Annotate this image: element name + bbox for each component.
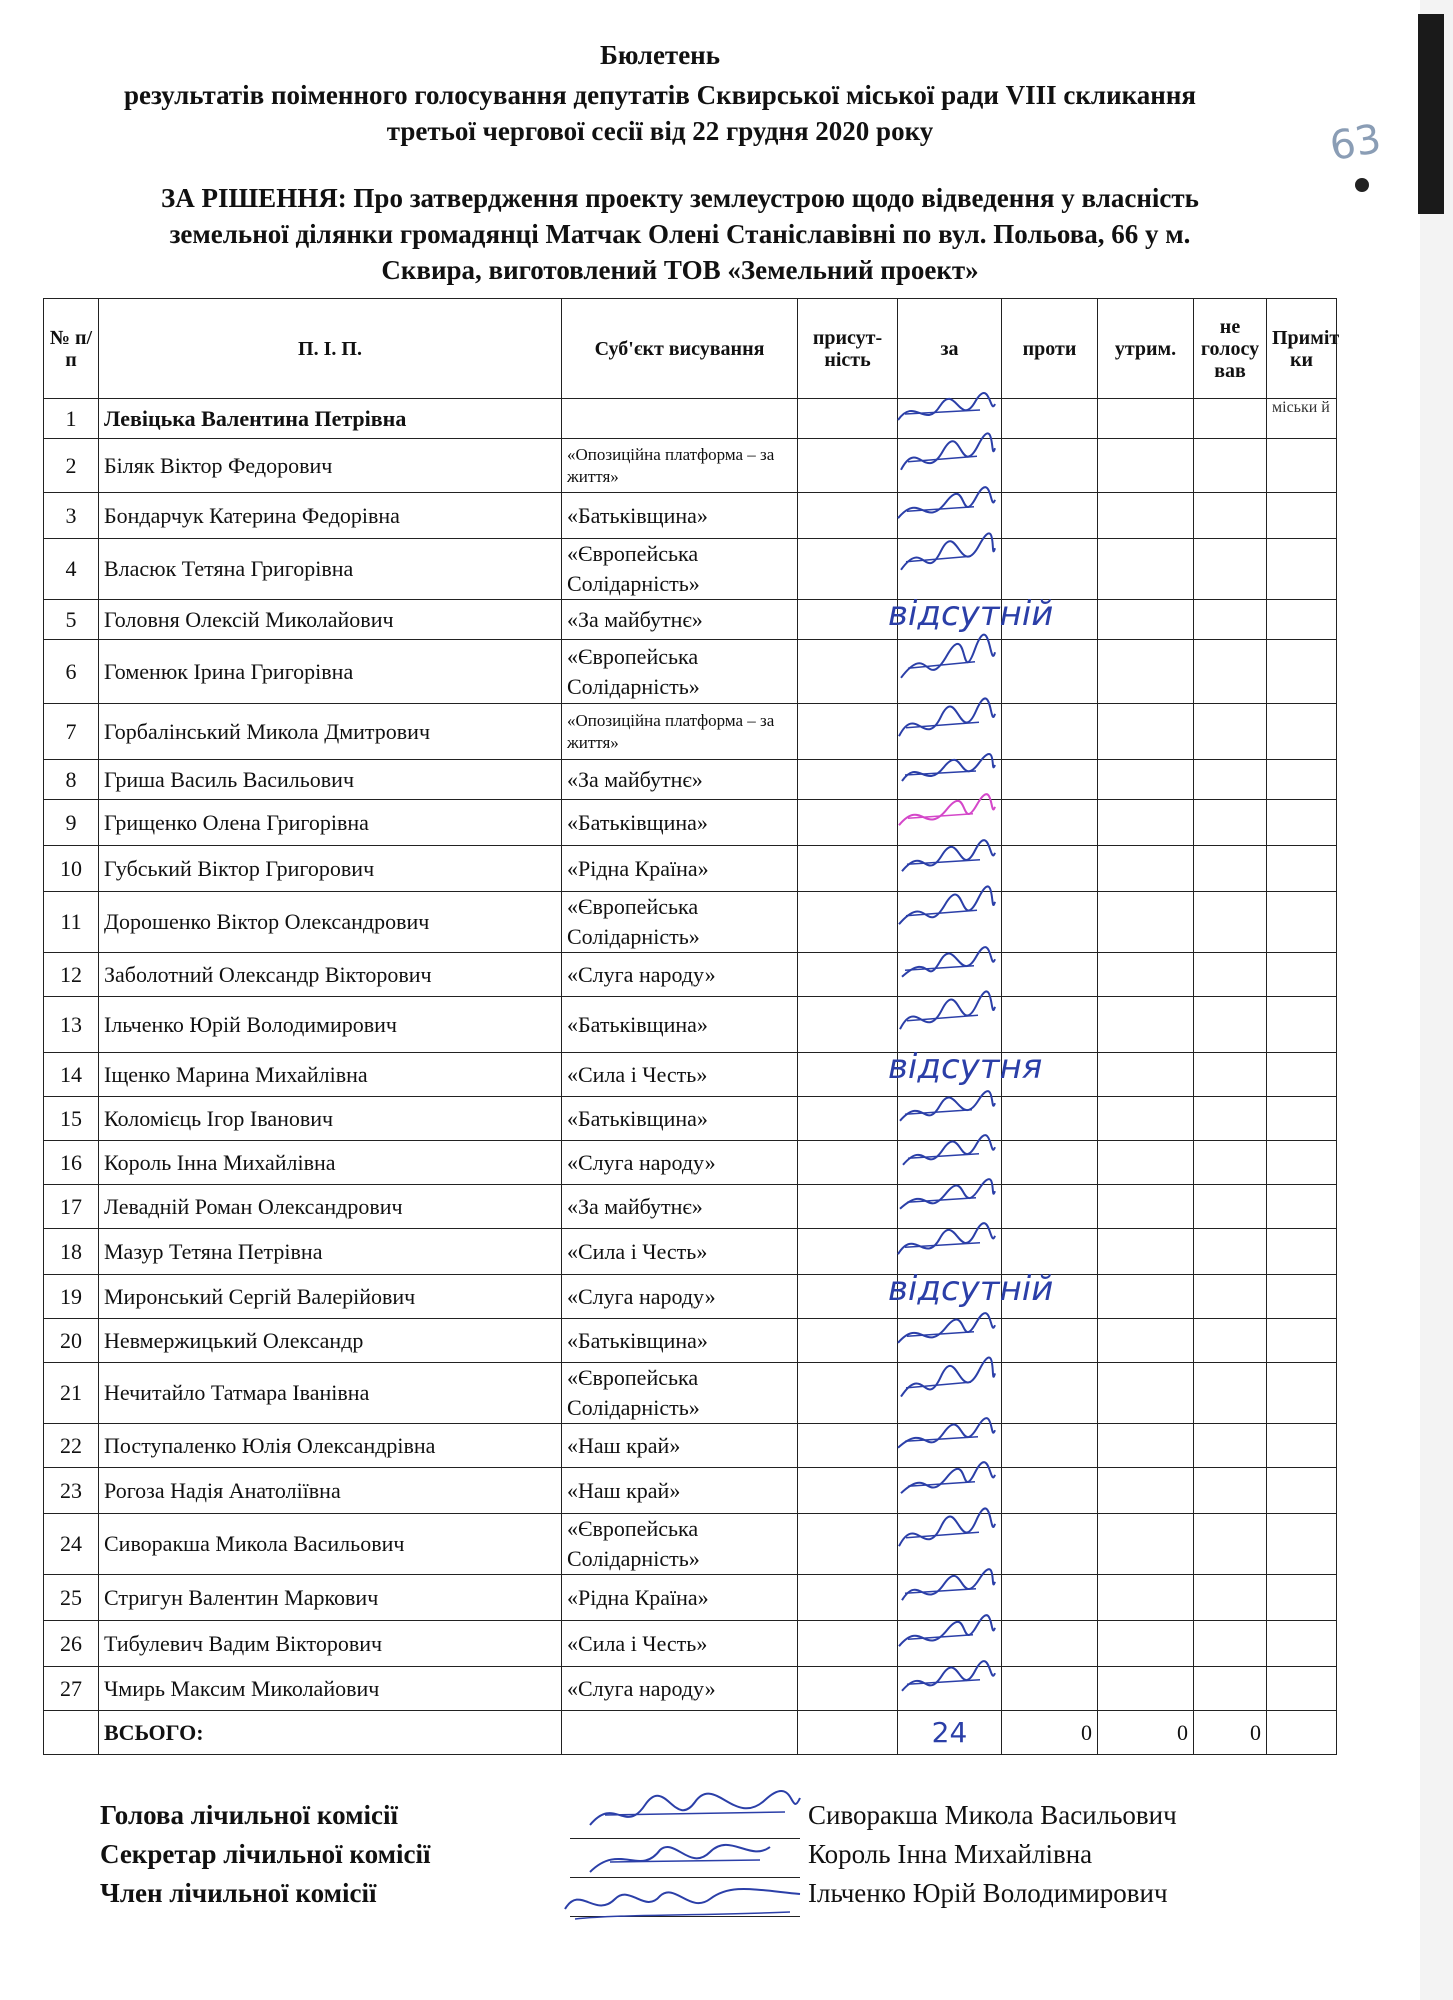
cell-against [1002, 1229, 1098, 1275]
table-row [44, 1667, 1337, 1711]
row-number: 11 [44, 892, 99, 953]
cell-present [798, 1468, 898, 1514]
row-number: 18 [44, 1229, 99, 1275]
row-number: 1 [44, 399, 99, 439]
deputy-signature [890, 1507, 1000, 1577]
deputy-party [562, 399, 798, 439]
cell-novote [1194, 600, 1267, 640]
cell-for [898, 640, 1002, 704]
cell-abstain [1098, 439, 1194, 493]
row-number: 9 [44, 800, 99, 846]
cell-present [798, 1097, 898, 1141]
cell-abstain [1098, 704, 1194, 760]
deputy-party: «Слуга народу» [562, 1667, 798, 1711]
commission-chair-name: Сиворакша Микола Васильович [808, 1800, 1177, 1830]
cell-notes [1267, 1141, 1337, 1185]
cell-for [898, 1363, 1002, 1424]
cell-against [1002, 846, 1098, 892]
cell-novote [1194, 760, 1267, 800]
cell-present [798, 1363, 898, 1424]
cell-notes [1267, 439, 1337, 493]
cell-against [1002, 1424, 1098, 1468]
deputy-party: «Сила і Честь» [562, 1621, 798, 1667]
cell-abstain [1098, 1621, 1194, 1667]
cell-against [1002, 1097, 1098, 1141]
cell-abstain [1098, 846, 1194, 892]
row-number: 10 [44, 846, 99, 892]
document-subtitle-line1: результатів поіменного голосування депутатів Сквирської міської ради VIII скликання [123, 80, 1197, 110]
cell-against [1002, 1514, 1098, 1575]
cell-present [798, 953, 898, 997]
deputy-party: «Опозиційна платформа – за життя» [562, 704, 798, 760]
table-row [44, 493, 1337, 539]
row-number: 15 [44, 1097, 99, 1141]
cell-present [798, 997, 898, 1053]
cell-present [798, 439, 898, 493]
cell-notes [1267, 539, 1337, 600]
col-header-for: за [898, 299, 1002, 399]
row-number: 19 [44, 1275, 99, 1319]
row-number: 21 [44, 1363, 99, 1424]
commission-member-name: Ільченко Юрій Володимирович [808, 1878, 1168, 1908]
cell-notes [1267, 997, 1337, 1053]
cell-against [1002, 399, 1098, 439]
deputy-party: «Сила і Честь» [562, 1229, 798, 1275]
cell-against [1002, 493, 1098, 539]
cell-present [798, 1575, 898, 1621]
total-against: 0 [1002, 1711, 1098, 1755]
cell-novote [1194, 1319, 1267, 1363]
table-row [44, 1097, 1337, 1141]
table-row [44, 1141, 1337, 1185]
cell-novote [1194, 1141, 1267, 1185]
cell-novote [1194, 1575, 1267, 1621]
deputy-party: «Рідна Країна» [562, 846, 798, 892]
deputy-party: «Батьківщина» [562, 493, 798, 539]
cell-notes [1267, 800, 1337, 846]
row-number: 6 [44, 640, 99, 704]
cell-abstain [1098, 953, 1194, 997]
deputy-name: Стригун Валентин Маркович [99, 1575, 562, 1621]
table-header-row [44, 299, 1337, 399]
cell-abstain [1098, 1185, 1194, 1229]
cell-against [1002, 1575, 1098, 1621]
cell-notes [1267, 493, 1337, 539]
deputy-name: Тибулевич Вадим Вікторович [99, 1621, 562, 1667]
deputy-party: «Рідна Країна» [562, 1575, 798, 1621]
total-present [798, 1711, 898, 1755]
decision-line1: ЗА РІШЕННЯ: Про затвердження проекту землеустрою щодо відведення у власність [161, 183, 1199, 213]
page-number-handwritten: 63 [1326, 115, 1385, 171]
cell-present [798, 1514, 898, 1575]
cell-against [1002, 1185, 1098, 1229]
cell-novote [1194, 846, 1267, 892]
cell-novote [1194, 539, 1267, 600]
cell-for [898, 892, 1002, 953]
deputy-name: Заболотний Олександр Вікторович [99, 953, 562, 997]
deputy-name: Невмержицький Олександр [99, 1319, 562, 1363]
deputy-signature [890, 885, 1000, 955]
deputy-name: Біляк Віктор Федорович [99, 439, 562, 493]
cell-abstain [1098, 399, 1194, 439]
row-number: 2 [44, 439, 99, 493]
deputy-name: Нечитайло Татмара Іванівна [99, 1363, 562, 1424]
cell-abstain [1098, 600, 1194, 640]
deputy-party: «Сила і Честь» [562, 1053, 798, 1097]
cell-notes [1267, 1229, 1337, 1275]
row-number: 27 [44, 1667, 99, 1711]
scan-edge-mark [1418, 14, 1444, 214]
table-row [44, 640, 1337, 704]
table-row [44, 1621, 1337, 1667]
row-number: 4 [44, 539, 99, 600]
cell-novote [1194, 1514, 1267, 1575]
cell-against [1002, 1363, 1098, 1424]
deputy-name: Бондарчук Катерина Федорівна [99, 493, 562, 539]
cell-present [798, 846, 898, 892]
decision-line3: Сквира, виготовлений ТОВ «Земельний проект» [381, 255, 979, 285]
cell-present [798, 760, 898, 800]
cell-present [798, 399, 898, 439]
table-row [44, 1275, 1337, 1319]
table-row [44, 953, 1337, 997]
cell-notes [1267, 1514, 1337, 1575]
cell-present [798, 539, 898, 600]
cell-present [798, 1185, 898, 1229]
cell-notes [1267, 1468, 1337, 1514]
deputy-party: «Батьківщина» [562, 1319, 798, 1363]
cell-against [1002, 704, 1098, 760]
total-for: 24 [898, 1711, 1002, 1755]
cell-present [798, 892, 898, 953]
cell-against [1002, 539, 1098, 600]
total-label: ВСЬОГО: [99, 1711, 562, 1755]
deputy-name: Левіцька Валентина Петрівна [99, 399, 562, 439]
cell-against [1002, 892, 1098, 953]
cell-novote [1194, 493, 1267, 539]
deputy-party: «Наш край» [562, 1468, 798, 1514]
col-header-abstain: утрим. [1098, 299, 1194, 399]
row-number: 14 [44, 1053, 99, 1097]
deputy-name: Грищенко Олена Григорівна [99, 800, 562, 846]
cell-abstain [1098, 800, 1194, 846]
col-header-notes: Приміт ки [1267, 299, 1337, 399]
row-number: 5 [44, 600, 99, 640]
cell-against [1002, 1319, 1098, 1363]
deputy-name: Власюк Тетяна Григорівна [99, 539, 562, 600]
cell-abstain [1098, 1363, 1194, 1424]
table-row [44, 800, 1337, 846]
cell-present [798, 1621, 898, 1667]
deputy-party: «Батьківщина» [562, 1097, 798, 1141]
cell-for [898, 1229, 1002, 1275]
deputy-party: «Європейська Солідарність» [562, 1363, 798, 1424]
deputy-name: Коломієць Ігор Іванович [99, 1097, 562, 1141]
deputy-name: Чмирь Максим Миколайович [99, 1667, 562, 1711]
document-title: Бюлетень [599, 40, 721, 70]
cell-for [898, 539, 1002, 600]
row-number: 16 [44, 1141, 99, 1185]
cell-abstain [1098, 1229, 1194, 1275]
deputy-name: Король Інна Михайлівна [99, 1141, 562, 1185]
col-header-present: присут-ність [798, 299, 898, 399]
cell-notes [1267, 704, 1337, 760]
cell-novote [1194, 704, 1267, 760]
cell-novote [1194, 640, 1267, 704]
cell-for [898, 997, 1002, 1053]
cell-abstain [1098, 1514, 1194, 1575]
cell-novote [1194, 953, 1267, 997]
table-row [44, 1185, 1337, 1229]
cell-novote [1194, 1229, 1267, 1275]
commission-secretary-name: Король Інна Михайлівна [808, 1839, 1093, 1869]
deputy-party: «Європейська Солідарність» [562, 539, 798, 600]
col-header-num: № п/п [44, 299, 99, 399]
cell-against [1002, 1667, 1098, 1711]
cell-present [798, 493, 898, 539]
cell-novote [1194, 399, 1267, 439]
cell-abstain [1098, 539, 1194, 600]
cell-notes [1267, 1275, 1337, 1319]
cell-present [798, 1141, 898, 1185]
handwritten-absent-note: відсутній [888, 1269, 1054, 1309]
cell-present [798, 1275, 898, 1319]
table-row [44, 1363, 1337, 1424]
cell-notes [1267, 846, 1337, 892]
handwritten-absent-note: відсутня [888, 1047, 1043, 1087]
total-novote: 0 [1194, 1711, 1267, 1755]
deputy-party: «Опозиційна платформа – за життя» [562, 439, 798, 493]
deputy-party: «Наш край» [562, 1424, 798, 1468]
voting-table [43, 298, 1340, 1755]
deputy-party: «Європейська Солідарність» [562, 1514, 798, 1575]
cell-present [798, 704, 898, 760]
cell-present [798, 1424, 898, 1468]
deputy-party: «За майбутнє» [562, 600, 798, 640]
table-row [44, 439, 1337, 493]
cell-against [1002, 1141, 1098, 1185]
row-number: 23 [44, 1468, 99, 1514]
cell-novote [1194, 892, 1267, 953]
deputy-name: Іщенко Марина Михайлівна [99, 1053, 562, 1097]
cell-novote [1194, 1097, 1267, 1141]
cell-abstain [1098, 1319, 1194, 1363]
cell-notes [1267, 1424, 1337, 1468]
cell-novote [1194, 1363, 1267, 1424]
cell-novote [1194, 1053, 1267, 1097]
cell-novote [1194, 1468, 1267, 1514]
deputy-name: Мазур Тетяна Петрівна [99, 1229, 562, 1275]
cell-abstain [1098, 493, 1194, 539]
deputy-party: «За майбутнє» [562, 760, 798, 800]
cell-novote [1194, 1275, 1267, 1319]
row-number: 22 [44, 1424, 99, 1468]
deputy-party: «Батьківщина» [562, 997, 798, 1053]
row-number: 7 [44, 704, 99, 760]
table-row [44, 760, 1337, 800]
decision-line2: земельної ділянки громадянці Матчак Олені Станіславівні по вул. Польова, 66 у м. [169, 219, 1191, 249]
cell-abstain [1098, 1667, 1194, 1711]
table-row [44, 399, 1337, 439]
cell-abstain [1098, 640, 1194, 704]
deputy-name: Горбалінський Микола Дмитрович [99, 704, 562, 760]
cell-novote [1194, 439, 1267, 493]
col-header-against: проти [1002, 299, 1098, 399]
cell-notes [1267, 1185, 1337, 1229]
cell-present [798, 1319, 898, 1363]
cell-against [1002, 439, 1098, 493]
table-row [44, 1053, 1337, 1097]
col-header-name: П. І. П. [99, 299, 562, 399]
decision-text [60, 180, 1300, 288]
deputy-name: Сиворакша Микола Васильович [99, 1514, 562, 1575]
cell-for [898, 704, 1002, 760]
row-number: 8 [44, 760, 99, 800]
cell-abstain [1098, 1424, 1194, 1468]
table-row [44, 1229, 1337, 1275]
deputy-name: Дорошенко Віктор Олександрович [99, 892, 562, 953]
cell-notes [1267, 953, 1337, 997]
cell-novote [1194, 997, 1267, 1053]
commission-chair-label: Голова лічильної комісії [100, 1800, 398, 1830]
cell-present [798, 600, 898, 640]
cell-notes [1267, 760, 1337, 800]
cell-abstain [1098, 1053, 1194, 1097]
cell-notes [1267, 640, 1337, 704]
deputy-name: Головня Олексій Миколайович [99, 600, 562, 640]
table-row [44, 846, 1337, 892]
cell-notes [1267, 600, 1337, 640]
deputy-name: Гоменюк Ірина Григорівна [99, 640, 562, 704]
cell-notes [1267, 1053, 1337, 1097]
cell-against [1002, 800, 1098, 846]
row-number: 20 [44, 1319, 99, 1363]
col-header-novote: не голосу вав [1194, 299, 1267, 399]
handwritten-absent-note: відсутній [888, 594, 1054, 634]
total-notes [1267, 1711, 1337, 1755]
scan-edge [1420, 0, 1453, 2000]
deputy-party: «Батьківщина» [562, 800, 798, 846]
deputy-name: Гриша Василь Васильович [99, 760, 562, 800]
cell-abstain [1098, 997, 1194, 1053]
row-number: 26 [44, 1621, 99, 1667]
table-row [44, 1575, 1337, 1621]
deputy-party: «За майбутнє» [562, 1185, 798, 1229]
cell-abstain [1098, 1275, 1194, 1319]
cell-abstain [1098, 1575, 1194, 1621]
deputy-signature [890, 1660, 1000, 1718]
col-header-party: Суб'єкт висування [562, 299, 798, 399]
cell-notes [1267, 1621, 1337, 1667]
cell-novote [1194, 1667, 1267, 1711]
cell-for [898, 1667, 1002, 1711]
row-number: 25 [44, 1575, 99, 1621]
punch-hole [1355, 178, 1369, 192]
table-row [44, 1468, 1337, 1514]
table-row [44, 892, 1337, 953]
cell-for [898, 1514, 1002, 1575]
cell-against [1002, 1468, 1098, 1514]
table-row [44, 1514, 1337, 1575]
deputy-party: «Слуга народу» [562, 953, 798, 997]
table-row [44, 1319, 1337, 1363]
cell-abstain [1098, 1141, 1194, 1185]
cell-against [1002, 640, 1098, 704]
cell-present [798, 640, 898, 704]
cell-novote [1194, 1185, 1267, 1229]
row-number: 3 [44, 493, 99, 539]
cell-novote [1194, 800, 1267, 846]
row-number: 24 [44, 1514, 99, 1575]
document-subtitle-line2: третьої чергової сесії від 22 грудня 2020 року [386, 116, 934, 146]
cell-notes [1267, 1363, 1337, 1424]
cell-present [798, 800, 898, 846]
cell-notes [1267, 892, 1337, 953]
cell-notes: міськи й [1267, 399, 1337, 439]
cell-for [898, 439, 1002, 493]
deputy-name: Рогоза Надія Анатоліївна [99, 1468, 562, 1514]
cell-abstain [1098, 892, 1194, 953]
deputy-name: Поступаленко Юлія Олександрівна [99, 1424, 562, 1468]
table-row [44, 704, 1337, 760]
cell-against [1002, 1621, 1098, 1667]
deputy-name: Ільченко Юрій Володимирович [99, 997, 562, 1053]
cell-notes [1267, 1097, 1337, 1141]
cell-against [1002, 997, 1098, 1053]
cell-present [798, 1667, 898, 1711]
cell-abstain [1098, 760, 1194, 800]
deputy-party: «Європейська Солідарність» [562, 640, 798, 704]
cell-abstain [1098, 1097, 1194, 1141]
cell-notes [1267, 1575, 1337, 1621]
total-party [562, 1711, 798, 1755]
cell-present [798, 1053, 898, 1097]
cell-abstain [1098, 1468, 1194, 1514]
row-number: 17 [44, 1185, 99, 1229]
deputy-name: Левадній Роман Олександрович [99, 1185, 562, 1229]
deputy-party: «Європейська Солідарність» [562, 892, 798, 953]
commission-member-label: Член лічильної комісії [100, 1878, 377, 1908]
total-row [44, 1711, 1337, 1755]
cell-against [1002, 760, 1098, 800]
cell-present [798, 1229, 898, 1275]
deputy-signature [890, 532, 1000, 600]
cell-against [1002, 953, 1098, 997]
total-num [44, 1711, 99, 1755]
table-row [44, 600, 1337, 640]
cell-novote [1194, 1424, 1267, 1468]
deputy-name: Губський Віктор Григорович [99, 846, 562, 892]
row-number: 13 [44, 997, 99, 1053]
cell-notes [1267, 1319, 1337, 1363]
commission-secretary-label: Секретар лічильної комісії [100, 1839, 431, 1869]
cell-novote [1194, 1621, 1267, 1667]
table-row [44, 539, 1337, 600]
deputy-party: «Слуга народу» [562, 1141, 798, 1185]
cell-notes [1267, 1667, 1337, 1711]
total-abstain: 0 [1098, 1711, 1194, 1755]
table-row [44, 997, 1337, 1053]
deputy-name: Миронський Сергій Валерійович [99, 1275, 562, 1319]
table-row [44, 1424, 1337, 1468]
row-number: 12 [44, 953, 99, 997]
member-signature [560, 1874, 810, 1929]
deputy-party: «Слуга народу» [562, 1275, 798, 1319]
